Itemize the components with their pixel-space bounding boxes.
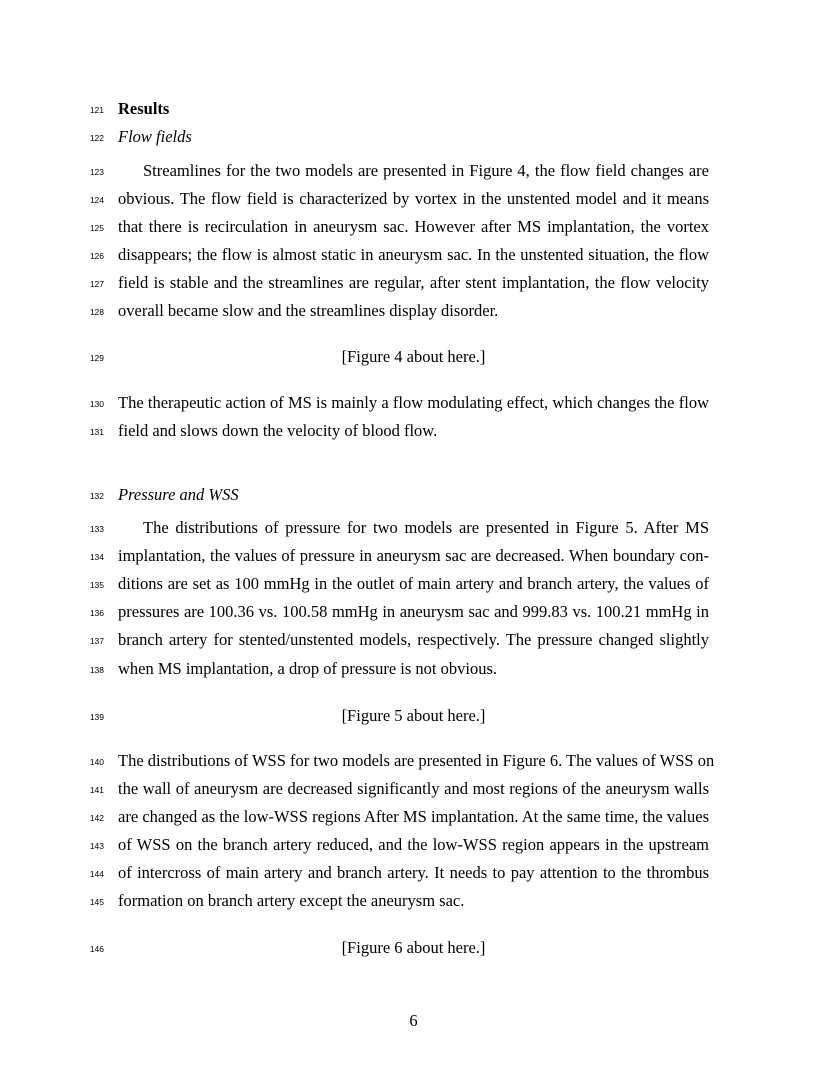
line-number: 121: [89, 105, 104, 115]
paragraph-text: field and slows down the velocity of blood flow.: [118, 421, 438, 440]
paragraph-text: are changed as the low-WSS regions After MS implantation. At the same time, the values: [118, 807, 709, 826]
paragraph-text: of WSS on the branch artery reduced, and the low-WSS region appears in the upstream: [118, 835, 709, 854]
text-line: [0, 517, 827, 539]
line-number: 143: [89, 841, 104, 851]
paragraph-text: Streamlines for the two models are presented in Figure 4, the flow field changes are: [143, 161, 709, 180]
paragraph-text: the wall of aneurysm are decreased significantly and most regions of the aneurysm walls: [118, 779, 709, 798]
figure-5-placeholder: [Figure 5 about here.]: [341, 706, 486, 725]
text-line: [0, 750, 827, 772]
paragraph-text: that there is recirculation in aneurysm sac. However after MS implantation, the vortex: [118, 217, 709, 236]
line-number: 145: [89, 897, 104, 907]
section-heading-line: [0, 98, 827, 120]
paragraph-text: ditions are set as 100 mmHg in the outlet of main artery and branch artery, the values of: [118, 574, 709, 593]
line-number: 130: [89, 399, 104, 409]
line-number: 129: [89, 353, 104, 363]
figure-placeholder-line: [0, 705, 827, 727]
paragraph-text: overall became slow and the streamlines display disorder.: [118, 301, 499, 320]
text-line: [0, 601, 827, 623]
figure-placeholder-line: [0, 346, 827, 368]
text-line: [0, 392, 827, 414]
line-number: 136: [89, 608, 104, 618]
figure-6-placeholder: [Figure 6 about here.]: [341, 938, 486, 957]
paragraph-text: obvious. The flow field is characterized by vortex in the unstented model and it means: [118, 189, 709, 208]
text-line: [0, 272, 827, 294]
text-line: [0, 216, 827, 238]
figure-4-placeholder: [Figure 4 about here.]: [341, 347, 486, 366]
line-number: 124: [89, 195, 104, 205]
subsection-heading: Pressure and WSS: [118, 485, 239, 504]
subsection-heading-line: [0, 126, 827, 148]
text-line: [0, 658, 827, 680]
line-number: 134: [89, 552, 104, 562]
text-line: [0, 188, 827, 210]
text-line: [0, 778, 827, 800]
text-line: [0, 629, 827, 651]
text-line: [0, 806, 827, 828]
paragraph-text: The distributions of pressure for two models are presented in Figure 5. After MS: [143, 518, 709, 537]
paragraph-text: The therapeutic action of MS is mainly a flow modulating effect, which changes the flow: [118, 393, 709, 412]
line-number: 122: [89, 133, 104, 143]
page-number: 6: [409, 1011, 418, 1030]
figure-placeholder-line: [0, 937, 827, 959]
line-number: 141: [89, 785, 104, 795]
paragraph-text: when MS implantation, a drop of pressure is not obvious.: [118, 659, 498, 678]
line-number: 146: [89, 944, 104, 954]
paragraph-text: field is stable and the streamlines are regular, after stent implantation, the flow velocity: [118, 273, 709, 292]
text-line: [0, 160, 827, 182]
line-number: 131: [89, 427, 104, 437]
text-line: [0, 300, 827, 322]
line-number: 142: [89, 813, 104, 823]
paragraph-text: formation on branch artery except the aneurysm sac.: [118, 891, 465, 910]
line-number: 125: [89, 223, 104, 233]
paragraph-text: of intercross of main artery and branch artery. It needs to pay attention to the thrombus: [118, 863, 709, 882]
text-line: [0, 573, 827, 595]
paragraph-text: pressures are 100.36 vs. 100.58 mmHg in aneurysm sac and 999.83 vs. 100.21 mmHg in: [118, 602, 709, 621]
line-number: 132: [89, 491, 104, 501]
line-number: 128: [89, 307, 104, 317]
text-line: [0, 420, 827, 442]
line-number: 144: [89, 869, 104, 879]
line-number: 137: [89, 636, 104, 646]
line-number: 139: [89, 712, 104, 722]
section-heading: Results: [118, 99, 170, 118]
line-number: 133: [89, 524, 104, 534]
line-number: 138: [89, 665, 104, 675]
text-line: [0, 862, 827, 884]
paragraph-text: The distributions of WSS for two models are presented in Figure 6. The values of WSS on: [118, 751, 715, 770]
line-number: 135: [89, 580, 104, 590]
line-number: 126: [89, 251, 104, 261]
paragraph-text: branch artery for stented/unstented models, respectively. The pressure changed slightly: [118, 630, 709, 649]
text-line: [0, 545, 827, 567]
line-number: 140: [89, 757, 104, 767]
paragraph-text: implantation, the values of pressure in aneurysm sac are decreased. When boundary con-: [118, 546, 709, 565]
text-line: [0, 890, 827, 912]
line-number: 123: [89, 167, 104, 177]
text-line: [0, 834, 827, 856]
line-number: 127: [89, 279, 104, 289]
paragraph-text: disappears; the flow is almost static in aneurysm sac. In the unstented situation, the flow: [118, 245, 709, 264]
subsection-heading-line: [0, 484, 827, 506]
subsection-heading: Flow fields: [118, 127, 192, 146]
text-line: [0, 244, 827, 266]
